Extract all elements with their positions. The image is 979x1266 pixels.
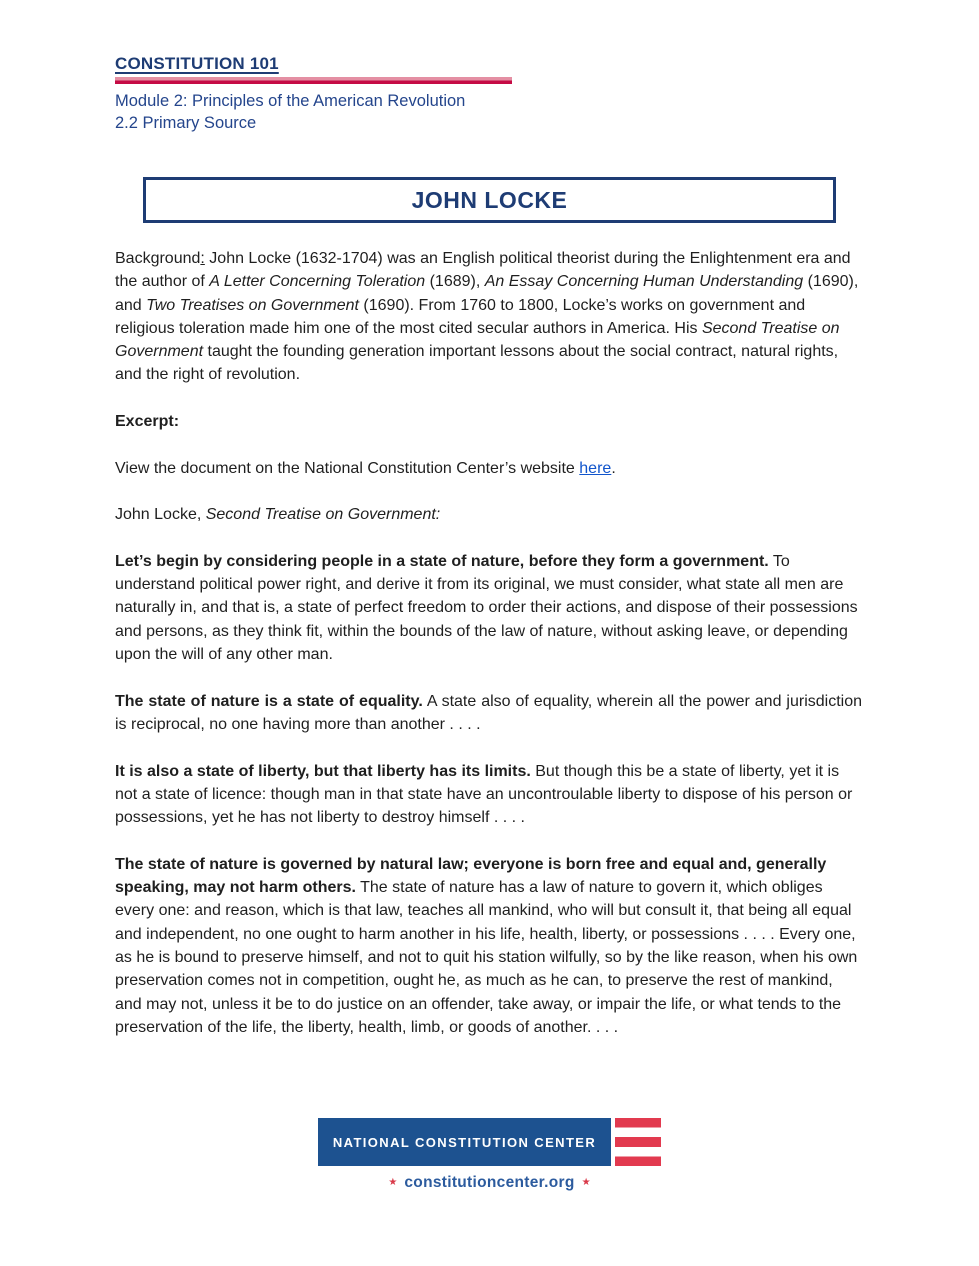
- text-run: The state of nature has a law of nature to govern it, which obliges every one: and reason, which is that law, teaches all mankind, who will but consult it, that being all equal and independent, no one ought to harm another in his life, health, liberty, or possessions . . . . Every one, as he is bound to preserve himself, and not to quit his station wilfully, so by the like reason, when his own preservation comes not in competition, ought he, as much as he can, to preserve the rest of mankind, and may not, unless it be to do justice on an offender, take away, or impair the life, or what tends to the preservation of the life, the liberty, health, limb, or goods of another. . . .: [115, 879, 858, 1036]
- text-run: An Essay Concerning Human Understanding: [484, 273, 804, 291]
- text-run: To understand political power right, and derive it from its original, we must consider, what state all men are naturally in, and that is, a state of perfect freedom to order their actions, and dispose of their possessions and persons, as they think fit, within the bounds of the law of nature, without asking leave, or depending upon the will of any other man.: [115, 552, 858, 664]
- view-document-line: [115, 457, 862, 480]
- star-icon: ★: [581, 1177, 591, 1188]
- text-run: The state of nature is governed by natural law; everyone is born free and equal and, generally speaking, may not harm others.: [115, 855, 827, 897]
- footer: [0, 1118, 979, 1192]
- text-run: A Letter Concerning Toleration: [209, 273, 426, 291]
- text-run: John Locke,: [115, 506, 206, 524]
- title-box: [143, 177, 836, 223]
- text-run: But though this be a state of liberty, yet it is not a state of licence: though man in that state have an uncontroulable liberty to dispose of his person or possessions, yet he has not liberty to destroy himself . . . .: [115, 762, 853, 827]
- excerpt-paragraph-2: [115, 690, 862, 737]
- text-run: .: [611, 459, 616, 477]
- lesson-title: 2.2 Primary Source: [115, 113, 257, 132]
- header-accent-bar: [115, 77, 512, 84]
- text-run: Background: [115, 250, 201, 267]
- excerpt-paragraph-1: [115, 550, 862, 666]
- here-link[interactable]: here: [579, 459, 612, 477]
- course-title: CONSTITUTION 101: [115, 54, 279, 73]
- document-body: [115, 247, 862, 1039]
- footer-website-text: constitutioncenter.org: [404, 1174, 575, 1191]
- text-run: It is also a state of liberty, but that liberty has its limits.: [115, 762, 531, 780]
- module-title: Module 2: Principles of the American Revolution: [115, 92, 466, 110]
- text-run: View the document on the National Constitution Center’s website: [115, 459, 580, 477]
- text-run: (1689),: [425, 273, 485, 291]
- text-run: Excerpt:: [115, 413, 180, 431]
- text-run: Two Treatises on Government: [146, 296, 359, 314]
- footer-website-line: [388, 1174, 590, 1192]
- text-run: John Locke (1632-1704) was an English political theorist during the Enlightenment era and the author of: [115, 250, 851, 291]
- ncc-logo-blue-box: [318, 1118, 611, 1166]
- page-header: [115, 0, 979, 134]
- star-icon: ★: [388, 1177, 398, 1188]
- excerpt-paragraph-4: [115, 853, 862, 1039]
- ncc-logo: [318, 1118, 661, 1166]
- text-run: A state also of equality, wherein all the power and jurisdiction is reciprocal, no one having more than another . . . .: [115, 692, 863, 733]
- text-run: :: [200, 250, 205, 267]
- text-run: (1690). From 1760 to 1800, Locke’s works on government and religious toleration made him one of the most cited secular authors in America. His: [115, 296, 806, 337]
- text-run: (1690), and: [115, 273, 859, 314]
- text-run: Second Treatise on Government: [115, 319, 840, 361]
- text-run: taught the founding generation important lessons about the social contract, natural rights, and the right of revolution.: [115, 343, 839, 384]
- attribution-line: [115, 503, 862, 526]
- excerpt-label: [115, 410, 862, 433]
- flag-stripes-icon: [615, 1118, 661, 1166]
- ncc-logo-text: NATIONAL CONSTITUTION CENTER: [332, 1134, 597, 1150]
- background-paragraph: [115, 247, 862, 387]
- excerpt-paragraph-3: [115, 760, 862, 830]
- text-run: Second Treatise on Government:: [205, 506, 441, 524]
- page-title: JOHN LOCKE: [411, 186, 568, 213]
- text-run: The state of nature is a state of equality.: [115, 692, 423, 710]
- text-run: Let’s begin by considering people in a state of nature, before they form a government.: [115, 552, 769, 570]
